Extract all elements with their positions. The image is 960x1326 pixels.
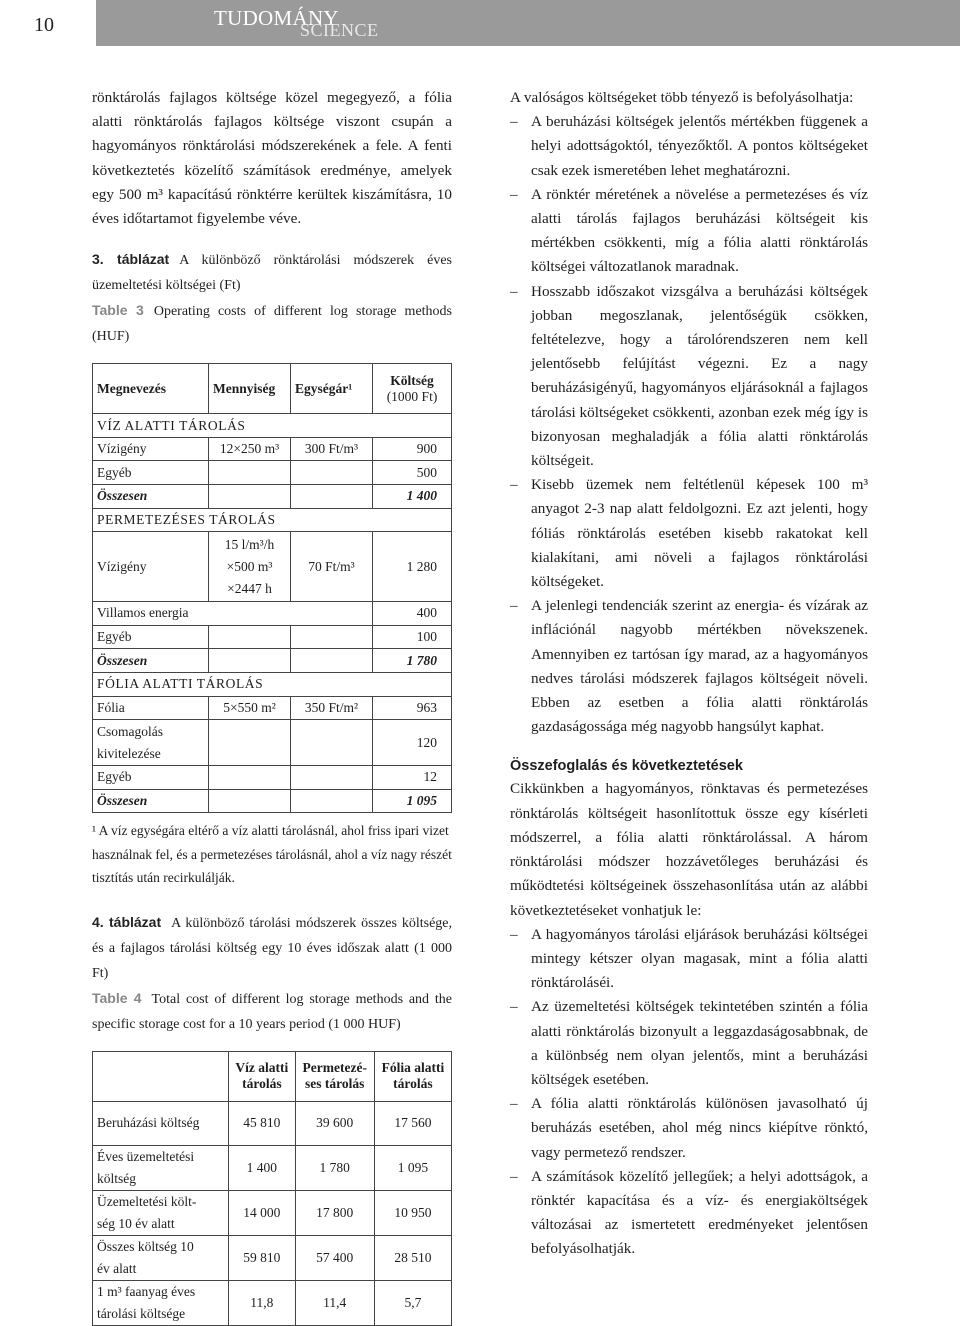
summary-paragraph: Cikkünkben a hagyományos, rönktavas és permetezéses rönktárolás költségeit hasonlítottuk össze egy kísérleti módszerrel, a fólia alatti rönktárolással. A három rönktárolási módszer hozzávetőleges beruházási és működtetési költségeinek összehasonlítása után az alábbi következtetéseket vonhatjuk le: [510,780,868,919]
table-row: Vízigény 12×250 m³ 300 Ft/m³ 900 [93,437,452,461]
table-row: Egyéb 500 [93,461,452,485]
table3-label-en: Table 3 [92,302,144,319]
col-header-foil: Fólia alatti tárolás [374,1051,451,1101]
table-row: Egyéb 100 [93,625,452,649]
table3-title: A különböző rönktárolási módszerek éves üzemeltetési költségei (Ft) [92,253,452,294]
total-row: Összesen 1 780 [93,649,452,673]
list-item: – A rönktér méretének a növelése a permetezéses és víz alatti tárolás fajlagos beruházási költségeit kis mértékben csökkenti, míg a fólia alatti rönktárolás költségei változatlanok maradnak. [510,183,868,280]
table4-caption [92,910,452,986]
table-header-row [93,1051,452,1101]
table3-caption [92,247,452,298]
table-row: Egyéb 12 [93,766,452,790]
table-row: Villamos energia 400 [93,602,452,626]
table-row: Összes költség 10 év alatt 59 810 57 400 28 510 [93,1235,452,1280]
col-header-empty [93,1051,229,1101]
table-header-row [93,364,452,414]
table-4 [92,1051,452,1326]
table-row: Üzemeltetési költ- ség 10 év alatt 14 000 17 800 10 950 [93,1190,452,1235]
col-header-quantity: Mennyiség [209,364,291,414]
factors-list [510,110,868,739]
list-item: – Az üzemeltetési költségek tekintetében szintén a fólia alatti rönktárolás bizonyult a leggazdaságosabbnak, de a különbség nem olyan jelentős, mint a beruházási költségek esetében. [510,995,868,1092]
table-3 [92,363,452,813]
list-item: – A számítások közelítő jellegűek; a helyi adottságok, a rönktér kapacítása és a víz- és energiaköltségek változásai az ismertetett eredményeket jelentősen befolyásolhatják. [510,1165,868,1262]
page-header [0,0,960,46]
list-item: – Hosszabb időszakot vizsgálva a beruházási költségek jobban megoszlanak, jelentőségük csökken, feltételezve, hogy a tárolórendszeren nem kell jelentősebb felújítást végezni. Ez a nagy beruházásigényű, hagyományos eljárásoknál a fajlagos tárolási költségeket csökkenti, azonban ezek még így is bizonyosan meghaladják a fólia alatti rönktárolás költségeit. [510,280,868,474]
col-header-underwater: Víz alatti tárolás [229,1051,296,1101]
table3-caption-en [92,298,452,349]
section-row: FÓLIA ALATTI TÁROLÁS [93,672,452,696]
list-item: – Kisebb üzemek nem feltétlenül képesek 100 m³ anyagot 2-3 nap alatt feldolgozni. Ez azt jelenti, hogy fóliás rönktárolás esetében kisebb rakatokat kell kialakítani, ami növeli a fajlagos rönktárolási költségeket. [510,473,868,594]
journal-section-title: TUDOMÁNY [214,6,339,30]
list-item: – A fólia alatti rönktárolás különösen javasolható új beruházás esetében, ahol még nincs kiépítve rönktó, vagy permetező rendszer. [510,1092,868,1165]
table4-title: A különböző tárolási módszerek összes költsége, és a fajlagos tárolási költség egy 10 éves időszak alatt (1 000 Ft) [92,915,452,981]
table4-label: 4. táblázat [92,913,162,930]
journal-section-subtitle: SCIENCE [300,20,379,40]
table-row: Fólia 5×550 m² 350 Ft/m² 963 [93,696,452,720]
table3-footnote: ¹ A víz egységára eltérő a víz alatti tárolásnál, ahol friss ipari vizet használnak fel, és a permetezéses tárolásnál, ahol a víz nagy részét tisztítás után recirkulálják. [92,823,452,886]
table4-title-en: Total cost of different log storage methods and the specific storage cost for a 10 years period (1 000 HUF) [92,991,452,1032]
factors-intro: A valóságos költségeket több tényező is befolyásolhatja: [510,89,854,106]
page-number: 10 [0,0,96,46]
col-header-sprinkler: Permetezé- ses tárolás [295,1051,374,1101]
table3-label: 3. táblázat [92,251,170,268]
section-row: PERMETEZÉSES TÁROLÁS [93,508,452,532]
table4-caption-en [92,986,452,1037]
right-column [510,86,868,1262]
total-row: Összesen 1 400 [93,485,452,509]
table-row: Csomagolás kivitelezése 120 [93,720,452,766]
section-heading: Összefoglalás és következtetések [510,758,743,775]
col-header-unit-price: Egységár¹ [291,364,373,414]
table4-label-en: Table 4 [92,989,142,1006]
conclusions-list [510,923,868,1262]
list-item: – A jelenlegi tendenciák szerint az energia- és vízárak az inflációnál nagyobb mértékben növekszenek. Amennyiben ez tartósan így marad, az a hagyományos nedves tárolási módszerek fajlagos költségeit növeli. Ebben az esetben a fólia alatti rönktárolás gazdaságossága még nagyobb hangsúlyt kaphat. [510,594,868,739]
table-row: Vízigény 15 l/m³/h ×500 m³ ×2447 h 70 Ft/m³ 1 280 [93,532,452,602]
table3-title-en: Operating costs of different log storage methods (HUF) [92,304,453,345]
list-item: – A hagyományos tárolási eljárások beruházási költségei mintegy kétszer olyan magasak, mint a fólia alatti rönktároláséi. [510,923,868,996]
total-row: Összesen 1 095 [93,789,452,813]
table-row: Beruházási költség 45 810 39 600 17 560 [93,1101,452,1145]
list-item: – A beruházási költségek jelentős mértékben függenek a helyi adottságoktól, tényezőktől. A pontos költségeket csak ezek ismeretében lehet meghatározni. [510,110,868,183]
col-header-name: Megnevezés [93,364,209,414]
table-row: 1 m³ faanyag éves tárolási költsége 11,8 11,4 5,7 [93,1280,452,1325]
left-column [92,86,452,1326]
intro-paragraph: rönktárolás fajlagos költsége közel megegyező, a fólia alatti rönktárolás fajlagos költsége viszont csupán a hagyományos rönktárolási módszerekének a fele. A fenti következtetés közelítő számítások eredménye, amelyek egy 500 m³ kapacítású rönktérre kerültek kiszámításra, 10 éves időtartamot figyelembe véve. [92,89,452,228]
col-header-cost: Költség (1000 Ft) [373,364,452,414]
table-row: Éves üzemeltetési költség 1 400 1 780 1 095 [93,1145,452,1190]
section-row: VÍZ ALATTI TÁROLÁS [93,414,452,438]
